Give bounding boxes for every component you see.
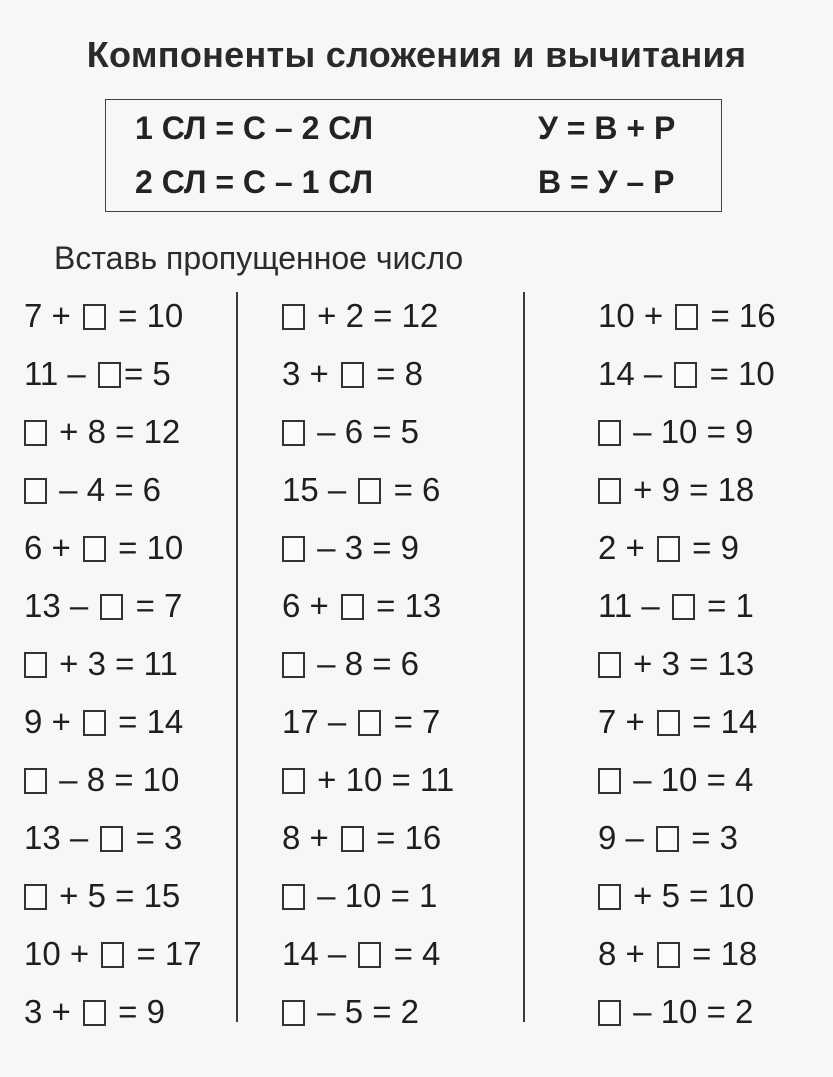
- equation-right-part: = 10: [700, 355, 775, 392]
- equation-left-part: 10 +: [598, 297, 673, 334]
- answer-box[interactable]: [358, 478, 381, 504]
- equation-right-part: = 9: [108, 993, 165, 1030]
- answer-box[interactable]: [598, 884, 621, 910]
- equation-right-part: + 5 = 10: [624, 877, 755, 914]
- answer-box[interactable]: [282, 304, 305, 330]
- equation-row: [282, 871, 454, 929]
- answer-box[interactable]: [282, 768, 305, 794]
- equation-right-part: – 10 = 1: [308, 877, 438, 914]
- rule-second-addend: 2 СЛ = С – 1 СЛ: [135, 164, 374, 200]
- instruction: Вставь пропущенное число: [54, 240, 464, 276]
- equation-right-part: + 2 = 12: [308, 297, 439, 334]
- equation-right-part: + 9 = 18: [624, 471, 755, 508]
- equation-row: [282, 291, 454, 349]
- equation-right-part: = 10: [108, 297, 184, 334]
- answer-box[interactable]: [657, 942, 680, 968]
- answer-box[interactable]: [598, 1000, 621, 1026]
- answer-box[interactable]: [282, 420, 305, 446]
- answer-box[interactable]: [598, 420, 621, 446]
- equation-left-part: 8 +: [598, 935, 654, 972]
- equation-right-part: = 16: [701, 297, 776, 334]
- rule-minuend: У = В + Р: [538, 110, 676, 146]
- equation-right-part: – 4 = 6: [50, 471, 162, 508]
- exercise-column-2: [282, 291, 454, 1045]
- equation-right-part: = 1: [697, 587, 754, 624]
- equation-row: [282, 987, 454, 1045]
- equation-row: [598, 639, 776, 697]
- equation-row: [598, 987, 776, 1045]
- equation-row: [24, 581, 202, 639]
- answer-box[interactable]: [24, 478, 47, 504]
- equation-right-part: + 3 = 13: [624, 645, 755, 682]
- equation-right-part: – 3 = 9: [308, 529, 420, 566]
- equation-row: [598, 581, 776, 639]
- answer-box[interactable]: [657, 536, 680, 562]
- answer-box[interactable]: [341, 594, 364, 620]
- equation-row: [598, 349, 776, 407]
- answer-box[interactable]: [83, 710, 106, 736]
- answer-box[interactable]: [24, 420, 47, 446]
- equation-right-part: = 14: [682, 703, 758, 740]
- rules-box: [105, 99, 722, 212]
- equation-left-part: 11 –: [598, 587, 669, 624]
- answer-box[interactable]: [341, 362, 364, 388]
- equation-left-part: 6 +: [24, 529, 80, 566]
- equation-right-part: = 10: [108, 529, 184, 566]
- answer-box[interactable]: [83, 1000, 106, 1026]
- answer-box[interactable]: [24, 884, 47, 910]
- equation-row: [24, 291, 202, 349]
- equation-right-part: = 13: [366, 587, 442, 624]
- equation-row: [598, 929, 776, 987]
- equation-left-part: 9 +: [24, 703, 80, 740]
- equation-right-part: + 5 = 15: [50, 877, 181, 914]
- equation-right-part: + 3 = 11: [50, 645, 178, 682]
- answer-box[interactable]: [100, 594, 123, 620]
- answer-box[interactable]: [282, 652, 305, 678]
- answer-box[interactable]: [341, 826, 364, 852]
- equation-right-part: = 4: [384, 935, 441, 972]
- equation-right-part: – 6 = 5: [308, 413, 420, 450]
- equation-right-part: = 6: [384, 471, 441, 508]
- answer-box[interactable]: [282, 536, 305, 562]
- equation-right-part: = 9: [682, 529, 739, 566]
- equation-row: [24, 349, 202, 407]
- equation-left-part: 13 –: [24, 819, 98, 856]
- equation-right-part: = 18: [682, 935, 758, 972]
- equation-right-part: – 10 = 2: [624, 993, 754, 1030]
- page-title: Компоненты сложения и вычитания: [86, 34, 747, 75]
- answer-box[interactable]: [100, 826, 123, 852]
- equation-row: [282, 407, 454, 465]
- equation-right-part: – 8 = 6: [308, 645, 420, 682]
- exercise-column-3: [598, 291, 776, 1045]
- answer-box[interactable]: [598, 652, 621, 678]
- equation-row: [282, 523, 454, 581]
- equation-row: [282, 639, 454, 697]
- equation-row: [24, 697, 202, 755]
- answer-box[interactable]: [675, 304, 698, 330]
- equation-row: [598, 871, 776, 929]
- equation-row: [24, 987, 202, 1045]
- equation-row: [282, 755, 454, 813]
- equation-right-part: = 3: [126, 819, 183, 856]
- equation-left-part: 11 –: [24, 355, 95, 392]
- equation-right-part: – 5 = 2: [308, 993, 420, 1030]
- equation-row: [24, 407, 202, 465]
- equation-right-part: – 10 = 4: [624, 761, 754, 798]
- equation-left-part: 8 +: [282, 819, 338, 856]
- answer-box[interactable]: [672, 594, 695, 620]
- equation-right-part: + 8 = 12: [50, 413, 181, 450]
- equation-row: [282, 581, 454, 639]
- answer-box[interactable]: [598, 768, 621, 794]
- equation-row: [282, 465, 454, 523]
- equation-row: [24, 929, 202, 987]
- answer-box[interactable]: [24, 652, 47, 678]
- equation-left-part: 9 –: [598, 819, 654, 856]
- equation-right-part: = 14: [108, 703, 184, 740]
- equation-row: [24, 871, 202, 929]
- rule-subtrahend: В = У – Р: [538, 164, 675, 200]
- equation-row: [598, 697, 776, 755]
- equation-row: [282, 929, 454, 987]
- equation-left-part: 7 +: [24, 297, 80, 334]
- answer-box[interactable]: [98, 362, 121, 388]
- equation-row: [24, 523, 202, 581]
- answer-box[interactable]: [282, 884, 305, 910]
- equation-row: [24, 755, 202, 813]
- equation-right-part: = 8: [366, 355, 423, 392]
- answer-box[interactable]: [674, 362, 697, 388]
- equation-row: [24, 639, 202, 697]
- exercise-column-1: [24, 291, 202, 1045]
- equation-right-part: = 7: [126, 587, 183, 624]
- equation-row: [598, 407, 776, 465]
- equation-left-part: 3 +: [24, 993, 80, 1030]
- rule-first-addend: 1 СЛ = С – 2 СЛ: [135, 110, 374, 146]
- answer-box[interactable]: [358, 710, 381, 736]
- equation-row: [598, 755, 776, 813]
- equation-left-part: 10 +: [24, 935, 99, 972]
- equation-left-part: 13 –: [24, 587, 98, 624]
- equation-right-part: – 8 = 10: [50, 761, 180, 798]
- answer-box[interactable]: [598, 478, 621, 504]
- equation-row: [598, 291, 776, 349]
- answer-box[interactable]: [657, 710, 680, 736]
- equation-row: [24, 813, 202, 871]
- answer-box[interactable]: [656, 826, 679, 852]
- equation-left-part: 3 +: [282, 355, 338, 392]
- answer-box[interactable]: [282, 1000, 305, 1026]
- equation-left-part: 7 +: [598, 703, 654, 740]
- answer-box[interactable]: [24, 768, 47, 794]
- equation-row: [282, 349, 454, 407]
- equation-left-part: 2 +: [598, 529, 654, 566]
- equation-left-part: 6 +: [282, 587, 338, 624]
- answer-box[interactable]: [101, 942, 124, 968]
- equation-right-part: = 7: [384, 703, 441, 740]
- equation-row: [598, 523, 776, 581]
- equation-right-part: = 3: [682, 819, 739, 856]
- equation-left-part: 14 –: [598, 355, 672, 392]
- answer-box[interactable]: [358, 942, 381, 968]
- column-divider: [236, 292, 238, 1022]
- equation-left-part: 17 –: [282, 703, 356, 740]
- equation-left-part: 15 –: [282, 471, 356, 508]
- answer-box[interactable]: [83, 536, 106, 562]
- equation-right-part: + 10 = 11: [308, 761, 455, 798]
- answer-box[interactable]: [83, 304, 106, 330]
- equation-right-part: – 10 = 9: [624, 413, 754, 450]
- equation-row: [282, 813, 454, 871]
- column-divider: [523, 292, 525, 1022]
- equation-row: [598, 813, 776, 871]
- equation-row: [24, 465, 202, 523]
- equation-right-part: = 5: [123, 355, 171, 392]
- equation-row: [598, 465, 776, 523]
- equation-right-part: = 17: [127, 935, 202, 972]
- equation-row: [282, 697, 454, 755]
- equation-right-part: = 16: [366, 819, 442, 856]
- equation-left-part: 14 –: [282, 935, 356, 972]
